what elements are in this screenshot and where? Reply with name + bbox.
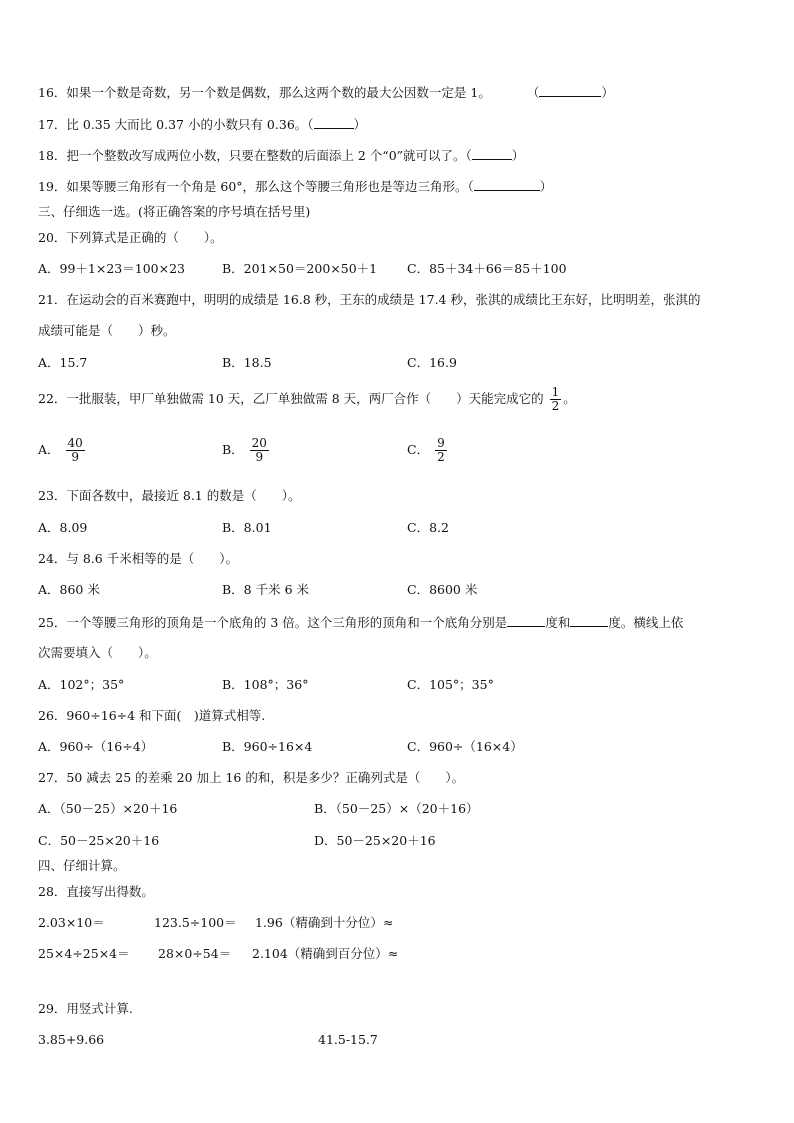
option-a-label: A． — [38, 442, 60, 457]
option-b[interactable]: B．201×50＝200×50＋1 — [222, 261, 378, 276]
question-25-stem-line2: 次需要填入（ ）。 — [38, 645, 157, 660]
fraction-denominator: 2 — [437, 450, 445, 464]
paren-close: ） — [601, 85, 614, 100]
question-18 — [38, 147, 524, 164]
option-b[interactable] — [222, 433, 271, 467]
option-b-fraction — [250, 437, 269, 464]
option-b[interactable]: B．（50－25）×（20＋16） — [314, 801, 479, 816]
answer-blank-18[interactable] — [472, 147, 512, 160]
option-c[interactable]: C．50－25×20＋16 — [38, 833, 160, 848]
option-a[interactable]: A．102°；35° — [38, 677, 125, 692]
option-a[interactable]: A．（50－25）×20＋16 — [38, 801, 178, 816]
calc-item: 123.5÷100＝ — [154, 915, 237, 930]
option-b[interactable]: B．108°；36° — [222, 677, 309, 692]
option-b[interactable]: B．18.5 — [222, 355, 272, 370]
fraction-denominator: 2 — [551, 399, 560, 413]
fraction-numerator: 40 — [67, 436, 83, 450]
paren-close: ） — [539, 179, 553, 194]
option-c[interactable]: C．960÷（16×4） — [407, 739, 523, 754]
question-25-stem-line1 — [38, 614, 683, 631]
question-21-stem-line2: 成绩可能是（ ）秒。 — [38, 323, 176, 338]
option-b[interactable]: B．8.01 — [222, 520, 272, 535]
answer-blank-19[interactable] — [474, 178, 540, 191]
question-17 — [38, 116, 366, 133]
option-a[interactable]: A．15.7 — [38, 355, 88, 370]
option-a[interactable] — [38, 433, 87, 467]
calc-item: 1.96（精确到十分位）≈ — [255, 915, 394, 930]
option-d[interactable]: D．50－25×20＋16 — [314, 833, 436, 848]
question-22-end: 。 — [563, 391, 576, 406]
calc-item: 2.03×10＝ — [38, 915, 105, 930]
calc-item: 25×4÷25×4＝ — [38, 946, 130, 961]
answer-blank-16[interactable] — [539, 84, 601, 97]
calc-item: 2.104（精确到百分位）≈ — [252, 946, 399, 961]
option-c[interactable]: C．16.9 — [407, 355, 457, 370]
option-c[interactable] — [407, 433, 449, 467]
option-a[interactable]: A．860 米 — [38, 582, 100, 597]
question-29-stem: 29．用竖式计算. — [38, 1001, 133, 1016]
fraction-numerator: 1 — [551, 385, 560, 399]
question-25-text-a: 25．一个等腰三角形的顶角是一个底角的 3 倍。这个三角形的顶角和一个底角分别是 — [38, 615, 508, 630]
option-c-label: C． — [407, 442, 430, 457]
question-19 — [38, 178, 552, 195]
option-c-fraction — [435, 437, 447, 464]
question-16 — [38, 84, 614, 101]
answer-blank-base[interactable] — [570, 614, 608, 627]
question-20-stem: 20．下列算式是正确的（ ）。 — [38, 230, 223, 245]
paren-close: ） — [511, 148, 525, 163]
option-a[interactable]: A．8.09 — [38, 520, 88, 535]
question-22-text: 22．一批服装，甲厂单独做需 10 天，乙厂单独做需 8 天，两厂合作（ ）天能完成它的 — [38, 391, 544, 406]
calc-item: 28×0÷54＝ — [158, 946, 232, 961]
question-19-text: 19．如果等腰三角形有一个角是 60°，那么这个等腰三角形也是等边三角形。（ — [38, 179, 474, 194]
option-c[interactable]: C．105°；35° — [407, 677, 494, 692]
fraction-numerator: 20 — [251, 436, 267, 450]
option-c[interactable]: C．85＋34＋66＝85＋100 — [407, 261, 567, 276]
option-b-label: B． — [222, 442, 244, 457]
question-24-stem: 24．与 8.6 千米相等的是（ ）。 — [38, 551, 238, 566]
option-a-fraction — [66, 437, 85, 464]
fraction-one-half — [550, 386, 562, 413]
question-22-stem — [38, 382, 576, 416]
question-27-stem: 27．50 减去 25 的差乘 20 加上 16 的和，积是多少？正确列式是（ ）。 — [38, 770, 465, 785]
paren-close: ） — [353, 117, 367, 132]
answer-blank-vertex[interactable] — [507, 614, 545, 627]
option-b[interactable]: B．8 千米 6 米 — [222, 582, 310, 597]
question-25-text-b: 度和 — [545, 615, 571, 630]
question-25-text-c: 度。横线上依 — [608, 615, 684, 630]
question-18-text: 18．把一个整数改写成两位小数，只要在整数的后面添上 2 个“0”就可以了。（ — [38, 148, 472, 163]
option-a[interactable]: A．960÷（16÷4） — [38, 739, 154, 754]
vertical-calc-item: 41.5-15.7 — [318, 1032, 378, 1047]
vertical-calc-item: 3.85+9.66 — [38, 1032, 105, 1047]
fraction-denominator: 9 — [71, 450, 79, 464]
fraction-numerator: 9 — [437, 436, 445, 450]
option-c[interactable]: C．8.2 — [407, 520, 449, 535]
question-21-stem-line1: 21．在运动会的百米赛跑中，明明的成绩是 16.8 秒，王东的成绩是 17.4 秒，张淇的成绩比王东好，比明明差，张淇的 — [38, 292, 701, 307]
section-3-heading: 三、仔细选一选。(将正确答案的序号填在括号里) — [38, 204, 311, 219]
option-b[interactable]: B．960÷16×4 — [222, 739, 313, 754]
option-c[interactable]: C．8600 米 — [407, 582, 478, 597]
paren-open: （ — [526, 85, 540, 100]
question-16-text: 16．如果一个数是奇数，另一个数是偶数，那么这两个数的最大公因数一定是 1。 — [38, 85, 491, 100]
question-26-stem: 26．960÷16÷4 和下面( )道算式相等. — [38, 708, 266, 723]
question-17-text: 17．比 0.35 大而比 0.37 小的小数只有 0.36。（ — [38, 117, 314, 132]
option-a[interactable]: A．99＋1×23＝100×23 — [38, 261, 186, 276]
section-4-heading: 四、仔细计算。 — [38, 858, 126, 873]
question-23-stem: 23．下面各数中，最接近 8.1 的数是（ ）。 — [38, 488, 301, 503]
question-28-stem: 28．直接写出得数。 — [38, 884, 154, 899]
fraction-denominator: 9 — [255, 450, 264, 464]
answer-blank-17[interactable] — [314, 116, 354, 129]
